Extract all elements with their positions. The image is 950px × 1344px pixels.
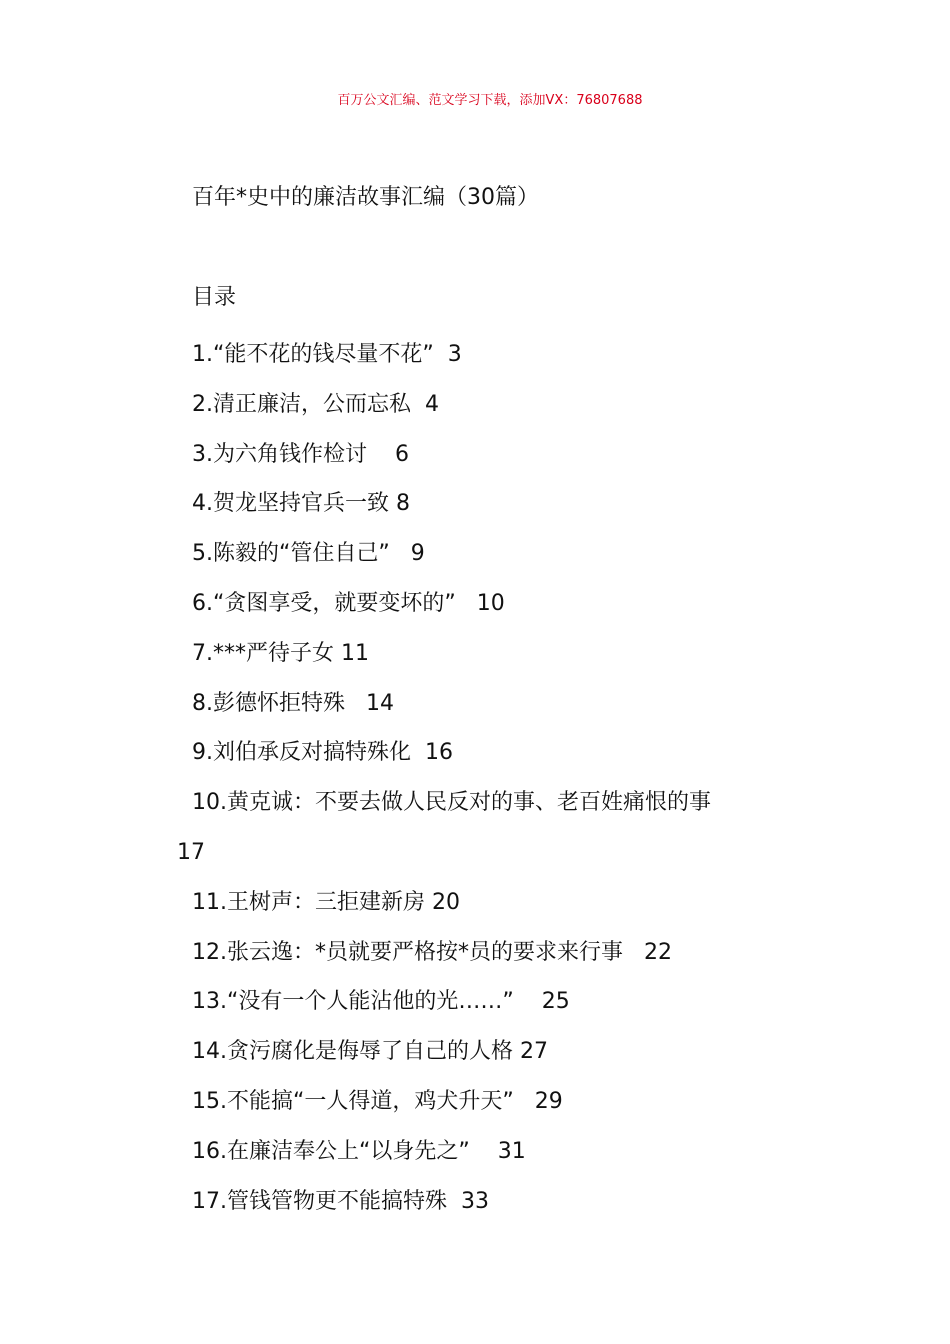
toc-item: 2.清正廉洁，公而忘私 4 (192, 391, 439, 417)
toc-item: 16.在廉洁奉公上“以身先之” 31 (192, 1138, 526, 1164)
toc-item: 14.贪污腐化是侮辱了自己的人格 27 (192, 1039, 548, 1065)
toc-item: 3.为六角钱作检讨 6 (192, 441, 409, 467)
header-note: 百万公文汇编、范文学习下载，添加VX：76807688 (337, 93, 643, 108)
toc-item: 4.贺龙坚持官兵一致 8 (192, 491, 410, 517)
toc-item: 13.“没有一个人能沾他的光……” 25 (192, 989, 570, 1015)
toc-item-title: 10.黄克诚：不要去做人民反对的事、老百姓痛恨的事 (192, 790, 711, 816)
toc-item: 5.陈毅的“管住自己” 9 (192, 541, 425, 567)
toc-item: 9.刘伯承反对搞特殊化 16 (192, 740, 453, 766)
toc-item: 17.管钱管物更不能搞特殊 33 (192, 1188, 489, 1214)
toc-item: 8.彭德怀拒特殊 14 (192, 690, 394, 716)
toc-item: 6.“贪图享受，就要变坏的” 10 (192, 590, 505, 616)
toc-heading: 目录 (192, 285, 237, 310)
toc-item: 15.不能搞“一人得道，鸡犬升天” 29 (192, 1088, 563, 1114)
toc-item: 12.张云逸：*员就要严格按*员的要求来行事 22 (192, 939, 672, 965)
document-title: 百年*史中的廉洁故事汇编（30篇） (192, 185, 539, 210)
toc-item: 1.“能不花的钱尽量不花” 3 (192, 342, 462, 367)
toc-item-page: 17 (177, 839, 205, 865)
toc-item (0, 778, 950, 878)
toc-item: 7.***严待子女 11 (192, 640, 369, 666)
toc-item: 11.王树声：三拒建新房 20 (192, 889, 460, 915)
table-of-contents (0, 330, 950, 1226)
